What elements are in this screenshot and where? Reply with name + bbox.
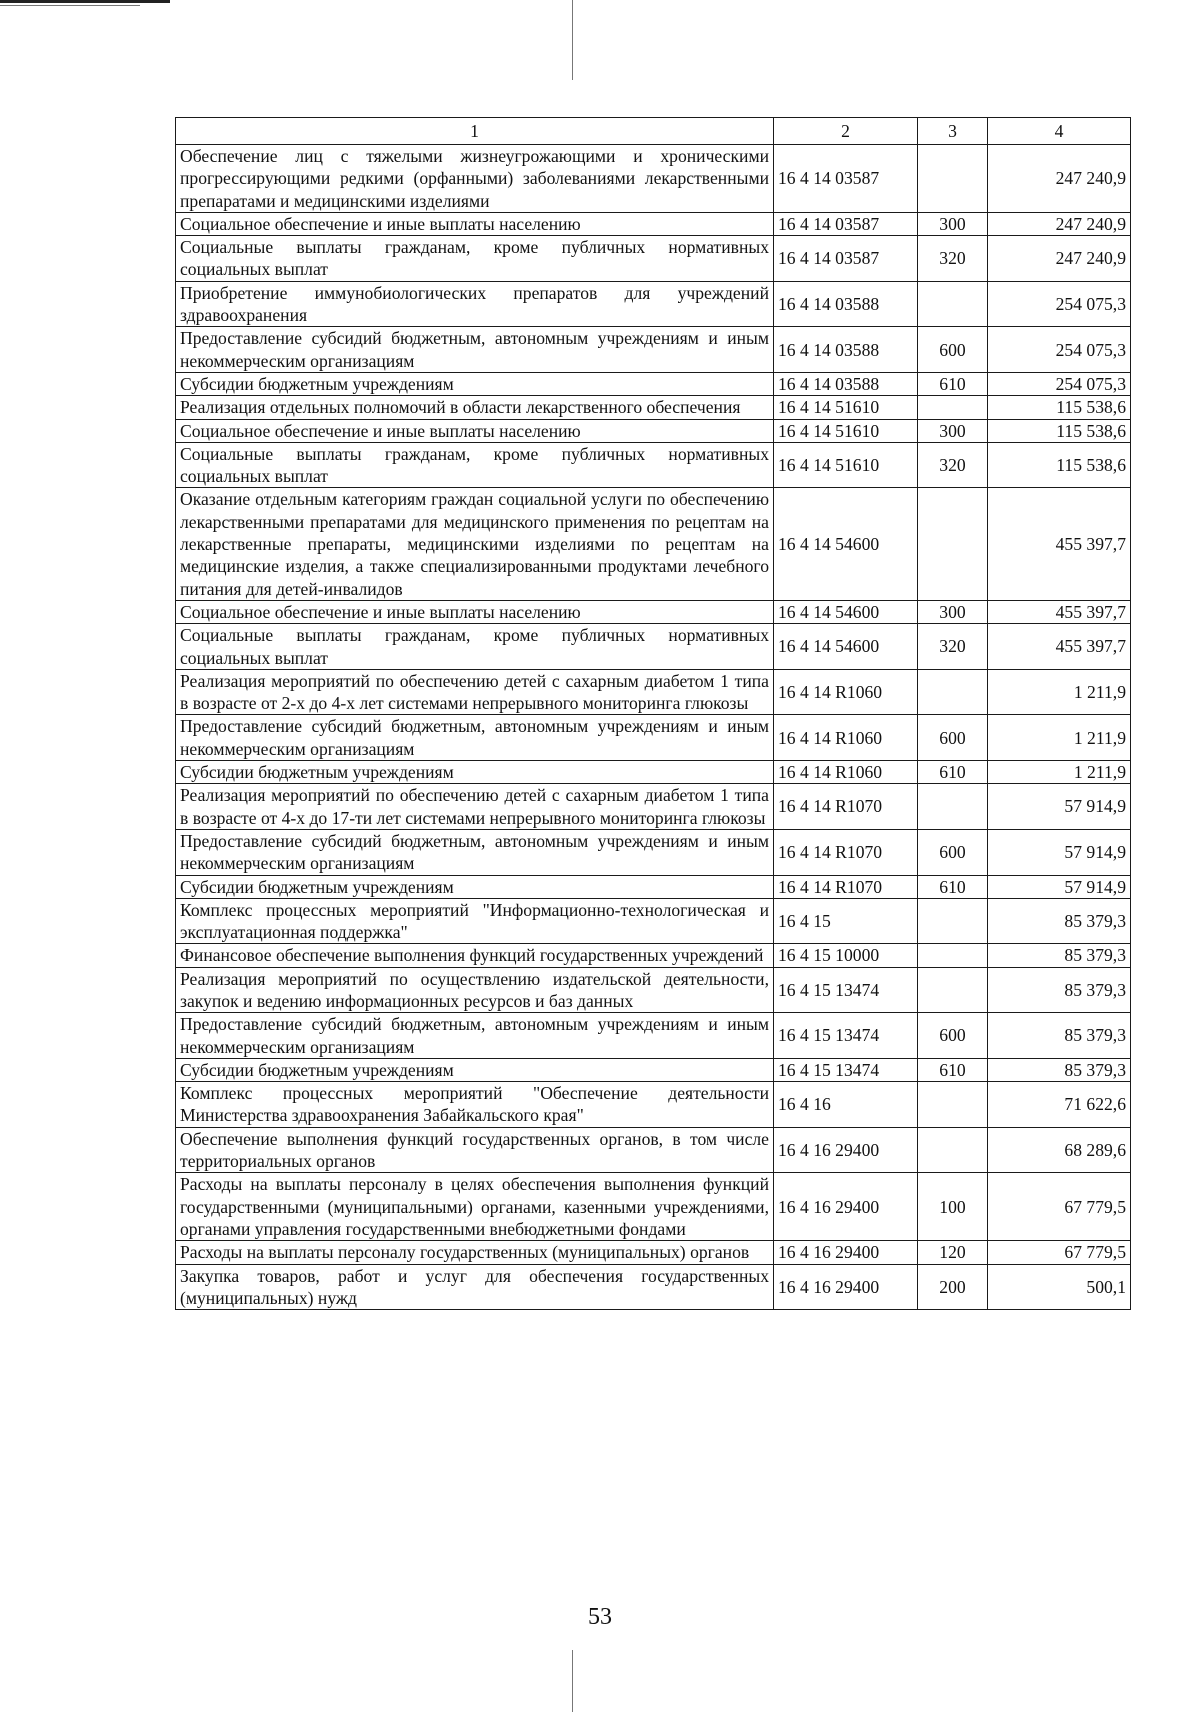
row-name-cell: Субсидии бюджетным учреждениям	[176, 372, 774, 395]
row-type-cell: 610	[918, 1058, 988, 1081]
budget-table	[175, 117, 1131, 1310]
table-row	[176, 145, 1131, 213]
table-row	[176, 600, 1131, 623]
row-type-cell	[918, 1082, 988, 1128]
row-amount-cell: 67 779,5	[988, 1173, 1131, 1241]
row-type-cell	[918, 396, 988, 419]
row-type-cell	[918, 1127, 988, 1173]
row-code-cell: 16 4 14 R1060	[774, 715, 918, 761]
header-col-3: 3	[918, 118, 988, 145]
row-type-cell: 610	[918, 875, 988, 898]
row-code-cell: 16 4 14 03587	[774, 236, 918, 282]
row-name-cell: Комплекс процессных мероприятий "Обеспечение деятельности Министерства здравоохранения Забайкальского края"	[176, 1082, 774, 1128]
table-row	[176, 624, 1131, 670]
row-type-cell	[918, 967, 988, 1013]
row-code-cell: 16 4 15 13474	[774, 1013, 918, 1059]
row-amount-cell: 455 397,7	[988, 600, 1131, 623]
row-type-cell	[918, 488, 988, 600]
row-code-cell: 16 4 15	[774, 898, 918, 944]
header-col-1: 1	[176, 118, 774, 145]
row-amount-cell: 85 379,3	[988, 898, 1131, 944]
row-name-cell: Предоставление субсидий бюджетным, автономным учреждениям и иным некоммерческим организациям	[176, 327, 774, 373]
row-code-cell: 16 4 15 13474	[774, 1058, 918, 1081]
row-name-cell: Оказание отдельным категориям граждан социальной услуги по обеспечению лекарственными препаратами для медицинского применения по рецептам на лекарственные препараты, медицинскими изделиями по рецептам на медицинские изделия, а также специализированными продуктами лечебного питания для детей-инвалидов	[176, 488, 774, 600]
table-row	[176, 669, 1131, 715]
row-amount-cell: 1 211,9	[988, 761, 1131, 784]
row-type-cell: 300	[918, 600, 988, 623]
row-type-cell: 610	[918, 761, 988, 784]
page-number: 53	[588, 1604, 612, 1630]
scan-artifact-vertical-line	[572, 0, 573, 80]
table-row	[176, 875, 1131, 898]
table-row	[176, 898, 1131, 944]
row-type-cell: 600	[918, 327, 988, 373]
row-name-cell: Обеспечение выполнения функций государственных органов, в том числе территориальных органов	[176, 1127, 774, 1173]
row-name-cell: Комплекс процессных мероприятий "Информационно-технологическая и эксплуатационная поддержка"	[176, 898, 774, 944]
table-row	[176, 1241, 1131, 1264]
table-row	[176, 715, 1131, 761]
row-name-cell: Субсидии бюджетным учреждениям	[176, 761, 774, 784]
row-amount-cell: 455 397,7	[988, 488, 1131, 600]
row-name-cell: Расходы на выплаты персоналу в целях обеспечения выполнения функций государственными (муниципальными) органами, казенными учреждениями, органами управления государственными внебюджетными фондами	[176, 1173, 774, 1241]
row-code-cell: 16 4 14 51610	[774, 419, 918, 442]
row-amount-cell: 500,1	[988, 1264, 1131, 1310]
row-name-cell: Социальные выплаты гражданам, кроме публичных нормативных социальных выплат	[176, 624, 774, 670]
row-amount-cell: 115 538,6	[988, 396, 1131, 419]
row-code-cell: 16 4 15 10000	[774, 944, 918, 967]
row-code-cell: 16 4 16 29400	[774, 1127, 918, 1173]
row-name-cell: Социальное обеспечение и иные выплаты населению	[176, 212, 774, 235]
row-amount-cell: 71 622,6	[988, 1082, 1131, 1128]
row-type-cell: 320	[918, 236, 988, 282]
row-amount-cell: 247 240,9	[988, 212, 1131, 235]
table-row	[176, 419, 1131, 442]
row-code-cell: 16 4 14 03588	[774, 327, 918, 373]
row-code-cell: 16 4 16 29400	[774, 1173, 918, 1241]
table-row	[176, 967, 1131, 1013]
table-row	[176, 1082, 1131, 1128]
row-name-cell: Социальные выплаты гражданам, кроме публичных нормативных социальных выплат	[176, 442, 774, 488]
table-row	[176, 1173, 1131, 1241]
row-name-cell: Предоставление субсидий бюджетным, автономным учреждениям и иным некоммерческим организациям	[176, 715, 774, 761]
row-type-cell: 120	[918, 1241, 988, 1264]
row-amount-cell: 254 075,3	[988, 372, 1131, 395]
row-amount-cell: 85 379,3	[988, 944, 1131, 967]
row-name-cell: Приобретение иммунобиологических препаратов для учреждений здравоохранения	[176, 281, 774, 327]
row-amount-cell: 85 379,3	[988, 967, 1131, 1013]
row-amount-cell: 57 914,9	[988, 829, 1131, 875]
table-row	[176, 829, 1131, 875]
row-type-cell	[918, 898, 988, 944]
row-amount-cell: 455 397,7	[988, 624, 1131, 670]
table-header	[176, 118, 1131, 145]
table-row	[176, 396, 1131, 419]
header-col-2: 2	[774, 118, 918, 145]
table-body	[176, 145, 1131, 1310]
row-code-cell: 16 4 14 03587	[774, 212, 918, 235]
row-type-cell: 200	[918, 1264, 988, 1310]
row-name-cell: Реализация мероприятий по обеспечению детей с сахарным диабетом 1 типа в возрасте от 2-х до 4-х лет системами непрерывного мониторинга глюкозы	[176, 669, 774, 715]
row-type-cell: 600	[918, 829, 988, 875]
row-name-cell: Обеспечение лиц с тяжелыми жизнеугрожающими и хроническими прогрессирующими редкими (орфанными) заболеваниями лекарственными препаратами и медицинскими изделиями	[176, 145, 774, 213]
row-amount-cell: 1 211,9	[988, 715, 1131, 761]
row-code-cell: 16 4 14 54600	[774, 624, 918, 670]
row-amount-cell: 247 240,9	[988, 236, 1131, 282]
row-type-cell	[918, 281, 988, 327]
table-row	[176, 761, 1131, 784]
table-row	[176, 281, 1131, 327]
row-name-cell: Реализация отдельных полномочий в области лекарственного обеспечения	[176, 396, 774, 419]
row-code-cell: 16 4 14 51610	[774, 396, 918, 419]
row-code-cell: 16 4 14 03588	[774, 372, 918, 395]
table-row	[176, 1127, 1131, 1173]
row-type-cell	[918, 784, 988, 830]
row-name-cell: Расходы на выплаты персоналу государственных (муниципальных) органов	[176, 1241, 774, 1264]
row-type-cell	[918, 944, 988, 967]
table-row	[176, 784, 1131, 830]
row-code-cell: 16 4 14 R1060	[774, 669, 918, 715]
row-name-cell: Субсидии бюджетным учреждениям	[176, 1058, 774, 1081]
row-amount-cell: 1 211,9	[988, 669, 1131, 715]
row-type-cell: 600	[918, 715, 988, 761]
row-type-cell: 300	[918, 419, 988, 442]
header-col-4: 4	[988, 118, 1131, 145]
row-code-cell: 16 4 14 54600	[774, 488, 918, 600]
row-code-cell: 16 4 16 29400	[774, 1241, 918, 1264]
table-row	[176, 1058, 1131, 1081]
row-name-cell: Социальное обеспечение и иные выплаты населению	[176, 419, 774, 442]
scan-artifact-line	[0, 5, 140, 6]
header-row	[176, 118, 1131, 145]
row-type-cell: 100	[918, 1173, 988, 1241]
row-name-cell: Закупка товаров, работ и услуг для обеспечения государственных (муниципальных) нужд	[176, 1264, 774, 1310]
row-code-cell: 16 4 14 54600	[774, 600, 918, 623]
table-row	[176, 327, 1131, 373]
row-code-cell: 16 4 14 03588	[774, 281, 918, 327]
row-type-cell: 320	[918, 624, 988, 670]
row-name-cell: Реализация мероприятий по осуществлению издательской деятельности, закупок и ведению информационных ресурсов и баз данных	[176, 967, 774, 1013]
row-type-cell	[918, 145, 988, 213]
row-code-cell: 16 4 14 R1070	[774, 875, 918, 898]
row-code-cell: 16 4 16	[774, 1082, 918, 1128]
row-code-cell: 16 4 15 13474	[774, 967, 918, 1013]
table-row	[176, 488, 1131, 600]
row-amount-cell: 57 914,9	[988, 784, 1131, 830]
row-type-cell: 320	[918, 442, 988, 488]
row-type-cell	[918, 669, 988, 715]
row-amount-cell: 68 289,6	[988, 1127, 1131, 1173]
row-code-cell: 16 4 16 29400	[774, 1264, 918, 1310]
row-type-cell: 300	[918, 212, 988, 235]
table-row	[176, 372, 1131, 395]
row-name-cell: Предоставление субсидий бюджетным, автономным учреждениям и иным некоммерческим организациям	[176, 829, 774, 875]
row-amount-cell: 247 240,9	[988, 145, 1131, 213]
row-amount-cell: 115 538,6	[988, 419, 1131, 442]
row-name-cell: Реализация мероприятий по обеспечению детей с сахарным диабетом 1 типа в возрасте от 4-х до 17-ти лет системами непрерывного мониторинга глюкозы	[176, 784, 774, 830]
row-code-cell: 16 4 14 R1070	[774, 784, 918, 830]
row-amount-cell: 254 075,3	[988, 327, 1131, 373]
scan-artifact-line	[0, 0, 170, 3]
row-name-cell: Социальное обеспечение и иные выплаты населению	[176, 600, 774, 623]
row-name-cell: Социальные выплаты гражданам, кроме публичных нормативных социальных выплат	[176, 236, 774, 282]
table-row	[176, 442, 1131, 488]
row-type-cell: 600	[918, 1013, 988, 1059]
table-row	[176, 212, 1131, 235]
row-amount-cell: 67 779,5	[988, 1241, 1131, 1264]
row-amount-cell: 254 075,3	[988, 281, 1131, 327]
row-amount-cell: 57 914,9	[988, 875, 1131, 898]
row-code-cell: 16 4 14 51610	[774, 442, 918, 488]
table-row	[176, 1013, 1131, 1059]
row-type-cell: 610	[918, 372, 988, 395]
row-name-cell: Предоставление субсидий бюджетным, автономным учреждениям и иным некоммерческим организациям	[176, 1013, 774, 1059]
table-row	[176, 236, 1131, 282]
row-name-cell: Субсидии бюджетным учреждениям	[176, 875, 774, 898]
row-amount-cell: 85 379,3	[988, 1058, 1131, 1081]
table-row	[176, 944, 1131, 967]
row-name-cell: Финансовое обеспечение выполнения функций государственных учреждений	[176, 944, 774, 967]
row-code-cell: 16 4 14 03587	[774, 145, 918, 213]
table-row	[176, 1264, 1131, 1310]
row-code-cell: 16 4 14 R1060	[774, 761, 918, 784]
row-code-cell: 16 4 14 R1070	[774, 829, 918, 875]
row-amount-cell: 115 538,6	[988, 442, 1131, 488]
row-amount-cell: 85 379,3	[988, 1013, 1131, 1059]
scan-artifact-vertical-line	[572, 1650, 573, 1712]
